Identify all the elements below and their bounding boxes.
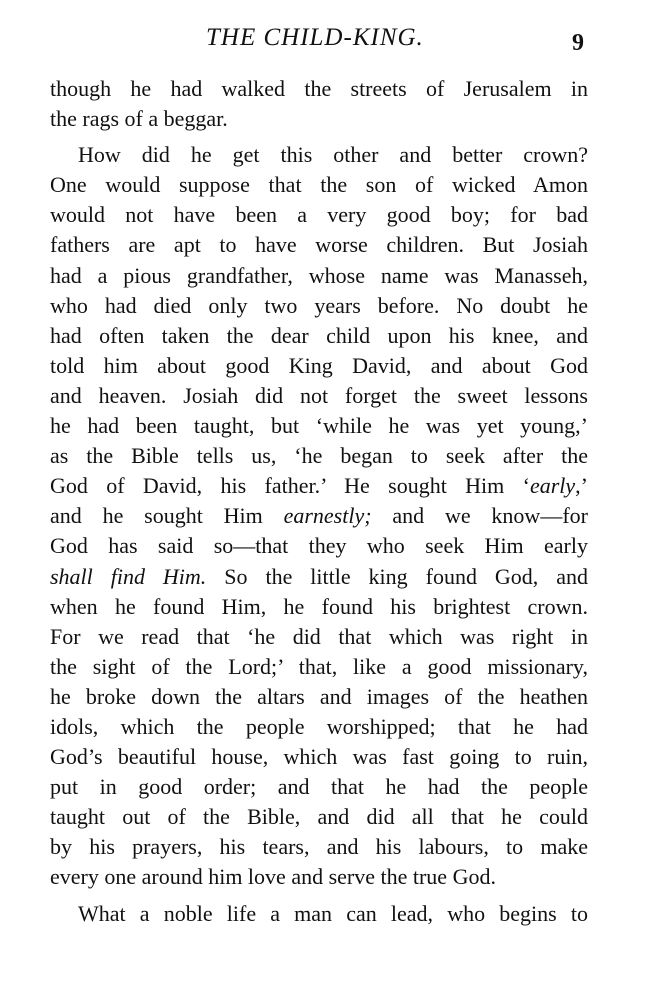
text-segment: idols, which the people worshipped; that he had — [50, 713, 588, 739]
text-segment: who had died only two years before. No doubt he — [50, 292, 588, 318]
page-number: 9 — [572, 30, 584, 56]
text-line — [50, 471, 588, 501]
text-segment: when he found Him, he found his brightest crown. — [50, 593, 588, 619]
text-line — [50, 411, 588, 441]
text-line — [50, 140, 588, 170]
text-line — [50, 230, 588, 260]
text-line — [50, 899, 588, 929]
text-line — [50, 104, 588, 134]
text-segment: fathers are apt to have worse children. But Josiah — [50, 232, 588, 258]
text-line — [50, 592, 588, 622]
text-line — [50, 381, 588, 411]
text-segment: the rags of a beggar. — [50, 106, 228, 132]
running-head — [0, 22, 667, 58]
text-segment: ,’ — [575, 473, 588, 499]
text-segment: the sight of the Lord;’ that, like a good missionary, — [50, 653, 588, 679]
text-line — [50, 862, 588, 892]
text-line — [50, 531, 588, 561]
text-line — [50, 832, 588, 862]
text-segment: would not have been a very good boy; for bad — [50, 202, 588, 228]
text-line — [50, 712, 588, 742]
text-segment: One would suppose that the son of wicked Amon — [50, 172, 588, 198]
text-segment: had often taken the dear child upon his knee, and — [50, 322, 588, 348]
text-line — [50, 501, 588, 531]
italic-text: earnestly; — [283, 503, 372, 529]
text-segment: put in good order; and that he had the people — [50, 774, 588, 800]
text-line — [50, 682, 588, 712]
italic-text: early — [529, 473, 576, 499]
text-line — [50, 802, 588, 832]
text-line — [50, 321, 588, 351]
text-line — [50, 170, 588, 200]
text-segment: and we know—for — [371, 503, 588, 529]
text-segment: he had been taught, but ‘while he was yet young,’ — [50, 413, 588, 439]
text-segment: and he sought Him — [50, 503, 284, 529]
text-segment: So the little king found God, and — [206, 563, 589, 589]
italic-text: shall find Him. — [50, 563, 207, 589]
text-segment: God’s beautiful house, which was fast going to ruin, — [50, 744, 588, 770]
text-segment: God of David, his father.’ He sought Him ‘ — [50, 473, 530, 499]
text-line — [50, 351, 588, 381]
text-line — [50, 772, 588, 802]
text-segment: though he had walked the streets of Jerusalem in — [50, 76, 588, 101]
text-segment: he broke down the altars and images of the heathen — [50, 683, 588, 709]
text-segment: and heaven. Josiah did not forget the sweet lessons — [50, 382, 588, 408]
text-line — [50, 200, 588, 230]
text-segment: as the Bible tells us, ‘he began to seek after the — [50, 443, 588, 469]
text-segment: every one around him love and serve the true God. — [50, 864, 496, 890]
text-segment: What a noble life a man can lead, who begins to — [78, 900, 588, 926]
text-segment: How did he get this other and better crown? — [78, 142, 588, 168]
text-line — [50, 742, 588, 772]
text-line — [50, 562, 588, 592]
text-segment: told him about good King David, and about God — [50, 352, 588, 378]
text-line — [50, 261, 588, 291]
text-line — [50, 291, 588, 321]
text-segment: For we read that ‘he did that which was right in — [50, 623, 588, 649]
body-text — [50, 74, 588, 929]
text-segment: God has said so—that they who seek Him early — [50, 533, 588, 559]
text-segment: by his prayers, his tears, and his labours, to make — [50, 834, 588, 860]
running-title: THE CHILD-KING. — [206, 24, 424, 51]
text-line — [50, 74, 588, 104]
text-segment: had a pious grandfather, whose name was Manasseh, — [50, 262, 588, 288]
text-line — [50, 652, 588, 682]
text-line — [50, 622, 588, 652]
text-line — [50, 441, 588, 471]
text-segment: taught out of the Bible, and did all that he could — [50, 804, 588, 830]
